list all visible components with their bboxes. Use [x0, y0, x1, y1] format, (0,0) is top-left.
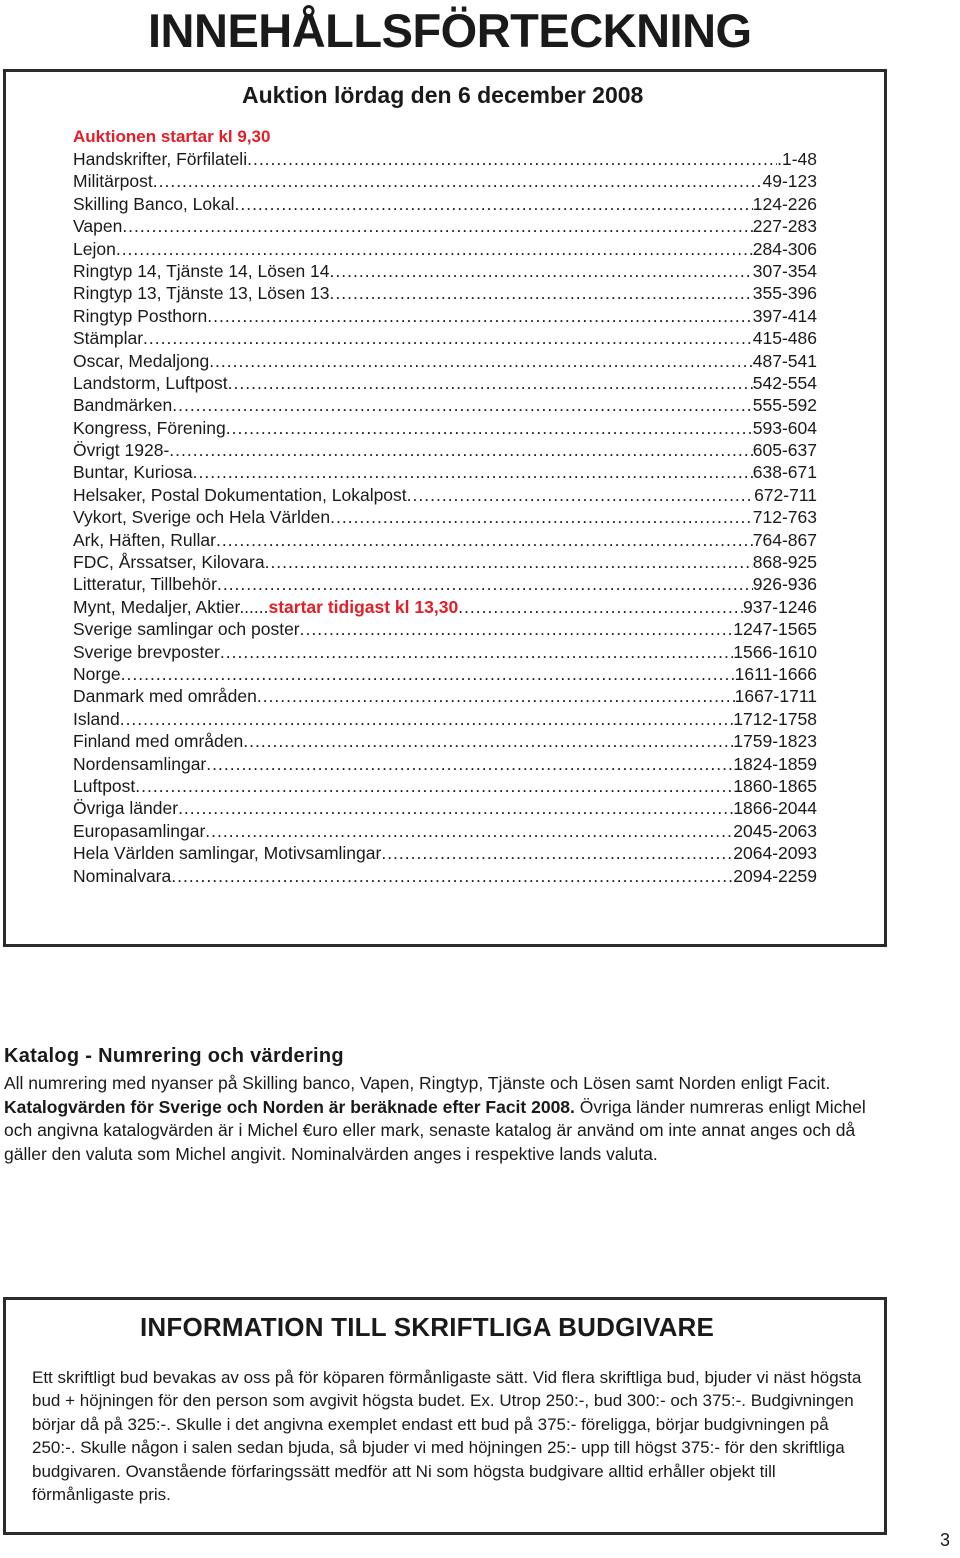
page-title: INNEHÅLLSFÖRTECKNING	[148, 4, 752, 57]
toc-entry-range: 2064-2093	[733, 843, 817, 864]
toc-entry	[73, 484, 817, 506]
toc-entry	[73, 573, 817, 595]
toc-entry-range: 1759-1823	[733, 731, 817, 752]
toc-entry-name: Europasamlingar	[73, 820, 206, 841]
toc-entry-name: Handskrifter, Förfilateli	[73, 149, 248, 169]
dot-leader	[116, 238, 753, 260]
toc-list	[73, 148, 817, 887]
auction-date-heading: Auktion lördag den 6 december 2008	[242, 82, 644, 108]
toc-entry-name: Buntar, Kuriosa	[73, 462, 193, 483]
toc-entry-range: 868-925	[752, 552, 817, 573]
toc-entry-name: Nordensamlingar	[73, 753, 207, 774]
bidder-info-text: Ett skriftligt bud bevakas av oss på för köparen förmånligaste sätt. Vid flera skriftliga bud, bjuder vi näst högsta bud + höjningen för den person som avgivit högsta budet. Ex. Utrop 250:-, bud 300:- och 375:-. Budgivningen börjar då på 325:-. Skulle i det angivna exemplet endast ett bud på 375:- föreligga, börjar budgivningen på 250:-. Skulle någon i salen sedan bjuda, så bjuder vi med höjningen 25:- upp till högst 375:- för den skriftliga budgivaren. Ovanstående förfaringssätt medför att Ni som högsta budgivare alltid erhåller objekt till förmånligaste pris.	[32, 1368, 862, 1505]
toc-entry	[73, 708, 817, 730]
toc-entry	[73, 820, 817, 842]
toc-entry-range: .1-48	[777, 149, 817, 169]
toc-entry-name: Norge	[73, 663, 121, 684]
dot-leader	[458, 596, 743, 618]
toc-entry-name: Skilling Banco, Lokal	[73, 193, 235, 214]
dot-leader	[265, 551, 753, 573]
catalog-text	[4, 1072, 890, 1166]
toc-entry-range: 284-306	[752, 238, 817, 259]
toc-entry	[73, 753, 817, 775]
toc-entry-range: 124-226	[752, 193, 817, 214]
toc-entry-name: Sverige samlingar och poster	[73, 619, 300, 640]
toc-entry	[73, 238, 817, 260]
dot-leader	[120, 708, 734, 730]
toc-entry-range: 1566-1610	[733, 641, 817, 662]
dot-leader	[228, 372, 753, 394]
toc-entry	[73, 842, 817, 864]
toc-entry-range: 307-354	[752, 260, 817, 281]
toc-entry-name: Ringtyp Posthorn	[73, 305, 208, 326]
toc-entry-name: Landstorm, Luftpost	[73, 372, 228, 393]
toc-entry-range: 672-711	[754, 484, 817, 505]
toc-entry	[73, 372, 817, 394]
dot-leader	[226, 417, 753, 439]
toc-entry-name: Vykort, Sverige och Hela Världen	[73, 507, 331, 528]
toc-entry-range: 712-763	[752, 507, 817, 528]
toc-entry-range: 542-554	[752, 372, 817, 393]
toc-entry	[73, 797, 817, 819]
toc-entry	[73, 215, 817, 237]
catalog-rest: Övriga länder numreras enligt Michel och angivna katalogvärden är i Michel €uro eller mark, senaste katalog är använd om inte annat anges och då gäller den valuta som Michel angivit. Nominalvärden anges i respektive lands valuta.	[4, 1096, 866, 1164]
dot-leader	[169, 439, 752, 461]
dot-leader	[234, 193, 752, 215]
toc-entry	[73, 305, 817, 327]
toc-entry	[73, 260, 817, 282]
dot-leader	[220, 641, 733, 663]
toc-entry-range: 764-867	[752, 529, 817, 550]
dot-leader	[381, 842, 733, 864]
toc-entry-name: Militärpost	[73, 171, 153, 192]
toc-entry-name: Nominalvara	[73, 865, 172, 886]
toc-entry	[73, 327, 817, 349]
dot-leader	[143, 327, 753, 349]
dot-leader	[193, 461, 753, 483]
dot-leader	[243, 730, 733, 752]
toc-entry-name: Lejon	[73, 238, 116, 259]
dot-leader	[172, 394, 753, 416]
toc-entry	[73, 170, 817, 192]
toc-entry-name: Helsaker, Postal Dokumentation, Lokalpost	[73, 484, 407, 505]
toc-entry-range: 227-283	[752, 216, 817, 237]
toc-entry	[73, 193, 817, 215]
dot-leader	[330, 260, 753, 282]
toc-entry-name: Danmark med områden	[73, 686, 257, 707]
dot-leader	[122, 215, 752, 237]
dot-leader	[207, 305, 753, 327]
toc-entry-name: Island	[73, 708, 120, 729]
toc-entry-range: 1860-1865	[733, 775, 817, 796]
toc-entry-range: 1866-2044	[733, 798, 817, 819]
dot-leader	[216, 529, 753, 551]
toc-entry	[73, 148, 817, 170]
toc-entry-range: 49-123	[762, 171, 817, 192]
toc-entry	[73, 551, 817, 573]
dot-leader	[330, 282, 753, 304]
toc-entry	[73, 865, 817, 887]
dot-leader	[178, 797, 733, 819]
toc-entry-range: 1247-1565	[733, 619, 817, 640]
toc-entry-range: 605-637	[752, 440, 817, 461]
toc-entry-name: Bandmärken	[73, 395, 173, 416]
dot-leader	[257, 685, 735, 707]
dot-leader	[135, 775, 733, 797]
toc-entry	[73, 685, 817, 707]
toc-entry-name: Vapen	[73, 216, 123, 237]
toc-entry-range: 2045-2063	[733, 820, 817, 841]
dot-leader	[217, 573, 753, 595]
toc-entry-note: startar tidigast kl 13,30	[268, 596, 459, 617]
toc-entry	[73, 663, 817, 685]
toc-entry-name: Hela Världen samlingar, Motivsamlingar	[73, 843, 382, 864]
toc-entry-name: Ark, Häften, Rullar	[73, 529, 216, 550]
toc-entry-name: Mynt, Medaljer, Aktier......	[73, 596, 269, 617]
toc-entry-range: 1712-1758	[733, 708, 817, 729]
toc-entry-range: 1824-1859	[733, 753, 817, 774]
dot-leader	[407, 484, 754, 506]
toc-entry	[73, 439, 817, 461]
auction-start-note: Auktionen startar kl 9,30	[73, 127, 271, 146]
dot-leader	[330, 506, 753, 528]
toc-entry	[73, 529, 817, 551]
toc-entry-range: 638-671	[752, 462, 817, 483]
toc-entry-range: 1611-1666	[734, 663, 817, 684]
dot-leader	[206, 753, 733, 775]
toc-entry	[73, 282, 817, 304]
toc-entry-name: Litteratur, Tillbehör	[73, 574, 217, 595]
toc-entry-name: Ringtyp 13, Tjänste 13, Lösen 13	[73, 283, 330, 304]
toc-entry-range: 397-414	[752, 305, 817, 326]
dot-leader	[171, 865, 733, 887]
toc-entry-name: Luftpost	[73, 775, 136, 796]
toc-entry-name: Stämplar	[73, 328, 144, 349]
toc-entry-name: Övrigt 1928-	[73, 440, 170, 461]
toc-entry-name: Oscar, Medaljong	[73, 350, 210, 371]
toc-entry-name: FDC, Årssatser, Kilovara	[73, 552, 265, 573]
toc-entry-range: 2094-2259	[733, 865, 817, 886]
toc-entry-range: 1667-1711	[734, 686, 817, 707]
dot-leader	[153, 170, 763, 192]
toc-entry	[73, 730, 817, 752]
dot-leader	[121, 663, 735, 685]
toc-entry-range: 593-604	[752, 417, 817, 438]
catalog-bold-sentence: Katalogvärden för Sverige och Norden är beräknade efter Facit 2008.	[4, 1096, 575, 1117]
bidder-info-heading: INFORMATION TILL SKRIFTLIGA BUDGIVARE	[140, 1312, 715, 1342]
dot-leader	[247, 148, 777, 170]
toc-entry-name: Finland med områden	[73, 731, 244, 752]
toc-entry	[73, 641, 817, 663]
toc-entry-name: Kongress, Förening	[73, 417, 226, 438]
toc-entry-range: 487-541	[752, 350, 817, 371]
toc-entry	[73, 506, 817, 528]
dot-leader	[209, 350, 753, 372]
toc-entry-name: Sverige brevposter	[73, 641, 220, 662]
toc-entry	[73, 417, 817, 439]
dot-leader	[205, 820, 733, 842]
catalog-section	[4, 1045, 890, 1166]
toc-entry	[73, 618, 817, 640]
toc-entry-range: 926-936	[752, 574, 817, 595]
toc-entry	[73, 461, 817, 483]
catalog-heading: Katalog - Numrering och värdering	[4, 1045, 344, 1067]
toc-entry-range: 937-1246	[743, 596, 817, 617]
catalog-line-1: All numrering med nyanser på Skilling banco, Vapen, Ringtyp, Tjänste och Lösen samt Norden enligt Facit.	[4, 1073, 831, 1094]
toc-entry-range: 355-396	[752, 283, 817, 304]
toc-entry	[73, 394, 817, 416]
toc-entry	[73, 596, 817, 618]
toc-entry-name: Ringtyp 14, Tjänste 14, Lösen 14	[73, 260, 330, 281]
dot-leader	[300, 618, 734, 640]
toc-entry	[73, 350, 817, 372]
toc-entry	[73, 775, 817, 797]
toc-entry-range: 555-592	[752, 395, 817, 416]
page-number: 3	[940, 1530, 951, 1550]
toc-entry-range: 415-486	[752, 328, 817, 349]
toc-entry-name: Övriga länder	[73, 798, 179, 819]
